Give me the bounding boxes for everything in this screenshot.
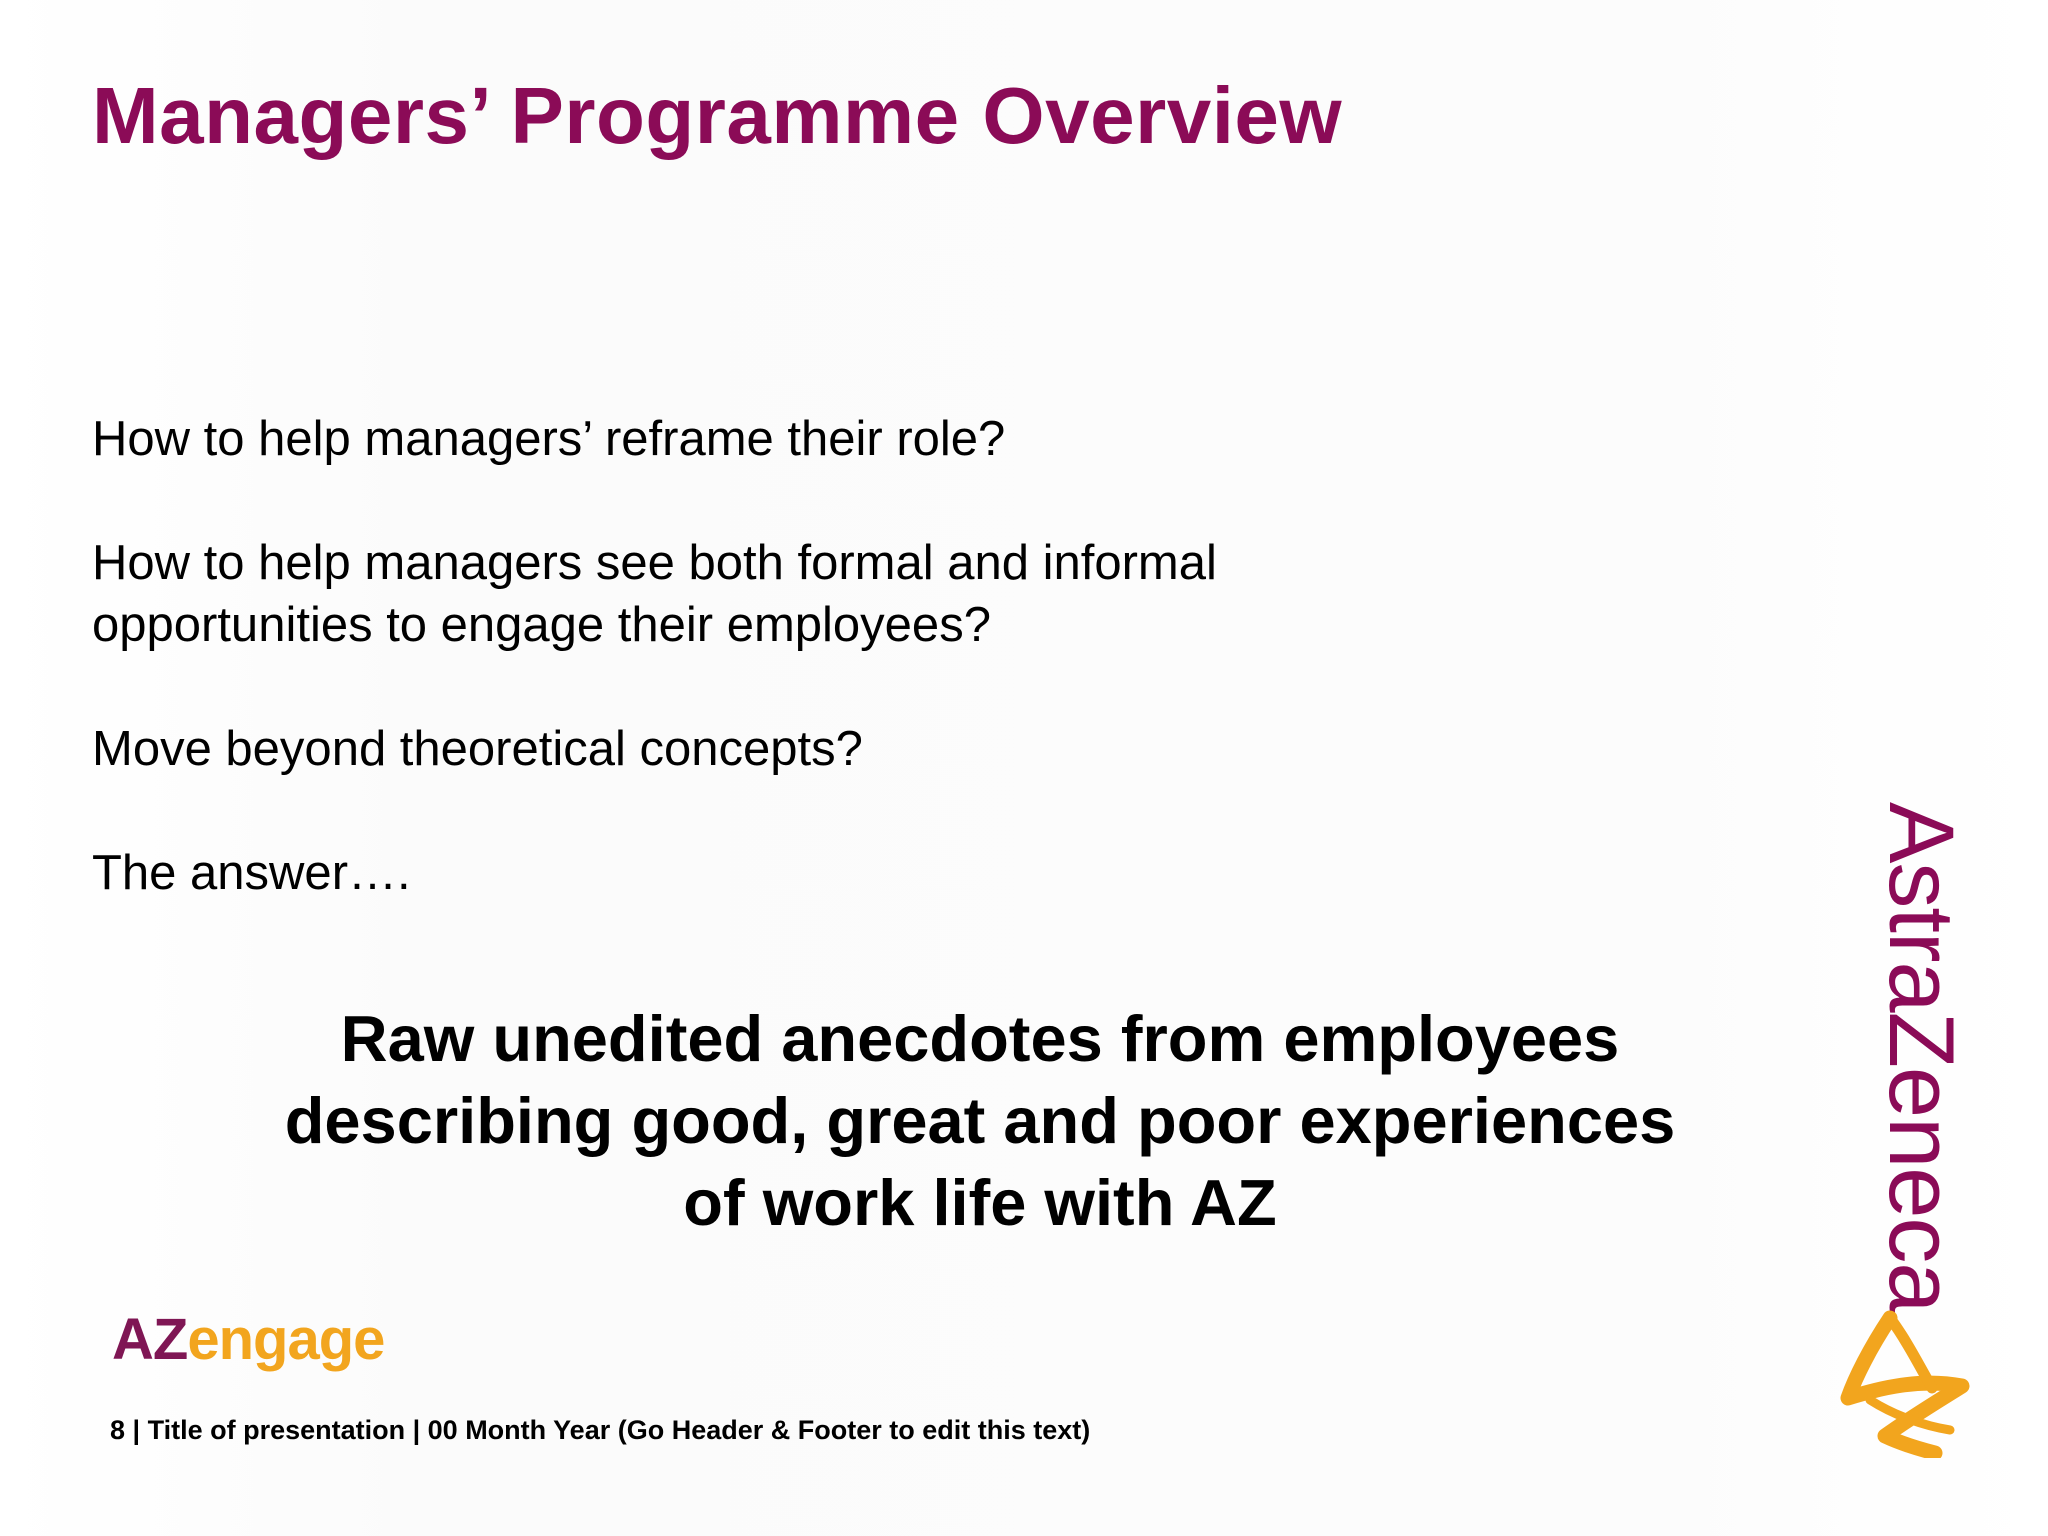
astrazeneca-symbol-icon bbox=[1840, 1308, 1970, 1458]
question-list bbox=[92, 408, 1392, 966]
question-item: Move beyond theoretical concepts? bbox=[92, 722, 863, 776]
slide-title: Managers’ Programme Overview bbox=[92, 71, 1343, 160]
azengage-logo-prefix: AZ bbox=[112, 1307, 188, 1372]
slide-footer: 8 | Title of presentation | 00 Month Year (Go Header & Footer to edit this text) bbox=[110, 1415, 1091, 1445]
answer-statement: Raw unedited anecdotes from employees describing good, great and poor experiences of work life with AZ bbox=[284, 1002, 1676, 1239]
question-item: The answer…. bbox=[92, 846, 411, 900]
astrazeneca-wordmark: AstraZeneca bbox=[1870, 802, 1972, 1313]
azengage-logo bbox=[112, 1306, 384, 1373]
question-item: How to help managers’ reframe their role? bbox=[92, 412, 1006, 466]
azengage-logo-suffix: engage bbox=[187, 1307, 385, 1372]
question-item: How to help managers see both formal and informal opportunities to engage their employees? bbox=[92, 536, 1217, 652]
